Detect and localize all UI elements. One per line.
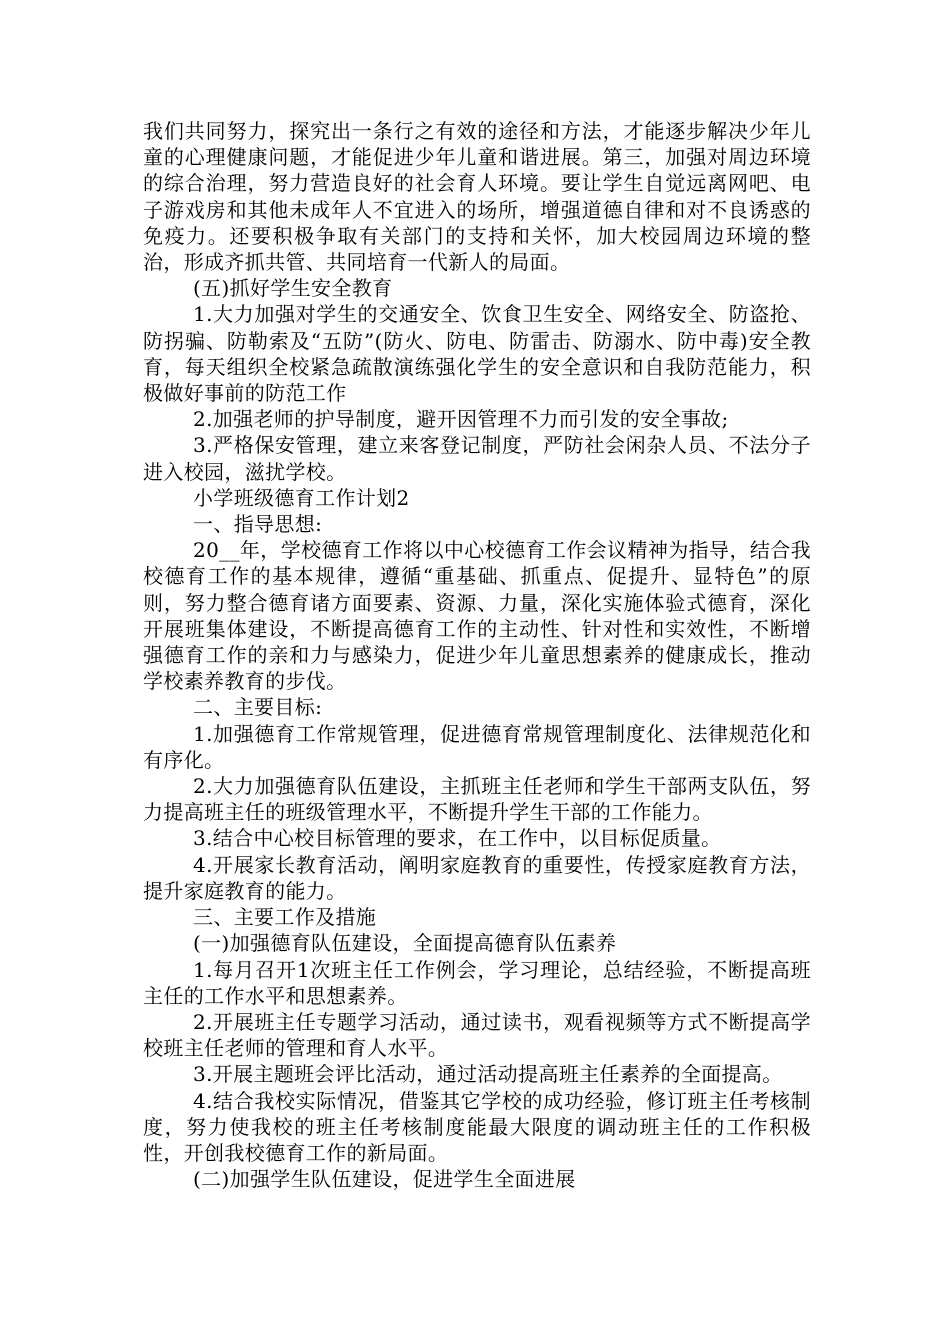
heading-work-measures: 三、主要工作及措施: [193, 905, 377, 930]
list-item-safety-2: 2.加强老师的护导制度，避开因管理不力而引发的安全事故;: [193, 407, 729, 432]
subheading-team-building: (一)加强德育队伍建设，全面提高德育队伍素养: [193, 931, 617, 956]
heading-guiding-thought: 一、指导思想:: [193, 512, 323, 537]
list-item-goal-4: 4.开展家长教育活动，阐明家庭教育的重要性，传授家庭教育方法，提升家庭教育的能力。: [143, 852, 811, 903]
list-item-goal-2: 2.大力加强德育队伍建设，主抓班主任老师和学生干部两支队伍，努力提高班主任的班级管理水平，不断提升学生干部的工作能力。: [143, 774, 811, 825]
paragraph-environment: 我们共同努力，探究出一条行之有效的途径和方法，才能逐步解决少年儿童的心理健康问题，才能促进少年儿童和谐进展。第三，加强对周边环境的综合治理，努力营造良好的社会育人环境。要让学生自觉远离网吧、电子游戏房和其他未成年人不宜进入的场所，增强道德自律和对不良诱惑的免疫力。还要积极争取有关部门的支持和关怀，加大校园周边环境的整治，形成齐抓共管、共同培育一代新人的局面。: [143, 119, 811, 275]
document-body: [143, 118, 811, 1192]
list-item-safety-1: 1.大力加强对学生的交通安全、饮食卫生安全、网络安全、防盗抢、防拐骗、防勒索及“五防”(防火、防电、防雷击、防溺水、防中毒)安全教育，每天组织全校紧急疏散演练强化学生的安全意识和自我防范能力，积极做好事前的防范工作: [143, 302, 811, 406]
list-item-measure-2: 2.开展班主任专题学习活动，通过读书，观看视频等方式不断提高学校班主任老师的管理和育人水平。: [143, 1009, 811, 1061]
subheading-student-team: (二)加强学生队伍建设，促进学生全面进展: [193, 1167, 576, 1192]
section-title-plan-2: 小学班级德育工作计划2: [193, 485, 410, 510]
paragraph-guiding-thought: 20__年，学校德育工作将以中心校德育工作会议精神为指导，结合我校德育工作的基本规律，遵循“重基础、抓重点、促提升、显特色”的原则，努力整合德育诸方面要素、资源、力量，深化实施体验式德育，深化开展班集体建设，不断提高德育工作的主动性、针对性和实效性，不断增强德育工作的亲和力与感染力，促进少年儿童思想素养的健康成长，推动学校素养教育的步伐。: [143, 538, 811, 694]
list-item-goal-1: 1.加强德育工作常规管理，促进德育常规管理制度化、法律规范化和有序化。: [143, 721, 811, 772]
list-item-safety-3: 3.严格保安管理，建立来客登记制度，严防社会闲杂人员、不法分子进入校园，滋扰学校。: [143, 433, 811, 484]
heading-main-goals: 二、主要目标:: [193, 695, 323, 720]
heading-safety-education: (五)抓好学生安全教育: [193, 276, 393, 301]
list-item-measure-1: 1.每月召开1次班主任工作例会，学习理论，总结经验，不断提高班主任的工作水平和思想素养。: [143, 957, 811, 1008]
list-item-measure-4: 4.结合我校实际情况，借鉴其它学校的成功经验，修订班主任考核制度，努力使我校的班主任考核制度能最大限度的调动班主任的工作积极性，开创我校德育工作的新局面。: [143, 1088, 811, 1165]
list-item-measure-3: 3.开展主题班会评比活动，通过活动提高班主任素养的全面提高。: [193, 1062, 783, 1087]
list-item-goal-3: 3.结合中心校目标管理的要求，在工作中，以目标促质量。: [193, 826, 722, 851]
